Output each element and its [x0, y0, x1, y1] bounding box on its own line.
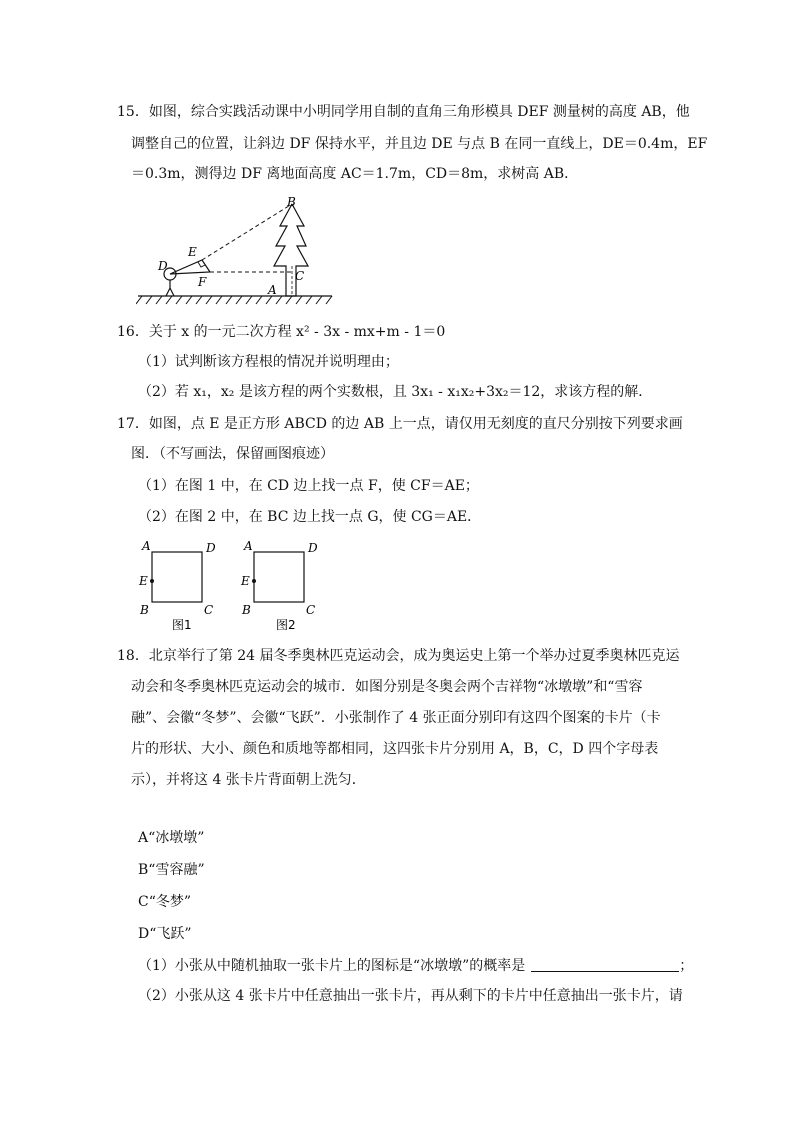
q15-line-2: 调整自己的位置，让斜边 DF 保持水平，并且边 DE 与点 B 在同一直线上，DE＝0.4m，EF — [131, 136, 708, 152]
fig2-label-b: B — [242, 603, 251, 617]
card-c: C“冬梦” — [138, 894, 192, 910]
fig2-label-c: C — [306, 603, 316, 617]
q17-part-1: （1）在图 1 中，在 CD 边上找一点 F，使 CF＝AE； — [138, 478, 479, 494]
fig1-caption: 图1 — [172, 618, 192, 632]
q17-line-1: 17．如图，点 E 是正方形 ABCD 的边 AB 上一点，请仅用无刻度的直尺分别按下列要求画 — [117, 416, 683, 432]
q16-part-2: （2）若 x₁，x₂ 是该方程的两个实数根，且 3x₁ - x₁x₂+3x₂＝12，求该方程的解． — [138, 384, 653, 400]
q18-part-1-text: （1）小张从中随机抽取一张卡片上的图标是“冰墩墩”的概率是 — [138, 958, 526, 974]
square-1 — [152, 552, 202, 602]
square-2 — [254, 552, 304, 602]
q18-line-4: 片的形状、大小、颜色和质地等都相同，这四张卡片分别用 A，B，C，D 四个字母表 — [131, 741, 659, 757]
fig1-label-d: D — [206, 541, 216, 555]
q18-part-1 — [138, 956, 693, 976]
q18-part-2: （2）小张从这 4 张卡片中任意抽出一张卡片，再从剩下的卡片中任意抽出一张卡片，请 — [138, 988, 683, 1004]
triangle-def — [170, 260, 210, 274]
fig2-label-e: E — [241, 574, 250, 588]
q16-part-1: （1）试判断该方程根的情况并说明理由； — [138, 354, 399, 370]
q18-line-3: 融”、会徽“冬梦”、会徽“飞跃”．小张制作了 4 张正面分别印有这四个图案的卡片（卡 — [131, 710, 661, 726]
answer-blank[interactable] — [531, 957, 679, 972]
q18-line-2: 动会和冬季奥林匹克运动会的城市．如图分别是冬奥会两个吉祥物“冰墩墩”和“雪容 — [131, 679, 643, 695]
q17-square-figures — [136, 536, 336, 634]
point-e-1 — [150, 579, 154, 583]
fig1-label-e: E — [139, 574, 148, 588]
label-f: F — [198, 275, 207, 289]
fig1-label-a: A — [142, 539, 151, 553]
q18-part-1-end: ； — [679, 958, 694, 974]
q15-line-3: ＝0.3m，测得边 DF 离地面高度 AC＝1.7m，CD＝8m，求树高 AB． — [131, 166, 579, 182]
fig2-label-a: A — [244, 539, 253, 553]
q17-part-2: （2）在图 2 中，在 BC 边上找一点 G，使 CG＝AE． — [138, 509, 482, 525]
q18-line-5: 示），并将这 4 张卡片背面朝上洗匀． — [131, 772, 366, 788]
q15-line-1: 15．如图，综合实践活动课中小明同学用自制的直角三角形模具 DEF 测量树的高度 AB，他 — [117, 104, 690, 120]
sight-line — [202, 204, 292, 260]
label-b: B — [287, 195, 296, 209]
q15-tree-figure — [136, 194, 336, 308]
card-b: B“雪容融” — [138, 862, 205, 878]
fig2-label-d: D — [308, 541, 318, 555]
ground-hatching — [136, 296, 332, 304]
q16-stem: 16．关于 x 的一元二次方程 x² - 3x - mx+m - 1＝0 — [117, 324, 446, 340]
card-d: D“飞跃” — [138, 926, 192, 942]
q17-line-2: 图．（不写画法，保留画图痕迹） — [131, 446, 334, 462]
q18-line-1: 18．北京举行了第 24 届冬季奥林匹克运动会，成为奥运史上第一个举办过夏季奥林匹克运 — [117, 648, 680, 664]
fig1-label-b: B — [140, 603, 149, 617]
card-a: A“冰墩墩” — [138, 830, 205, 846]
label-e: E — [188, 245, 197, 259]
label-d: D — [158, 259, 168, 273]
point-e-2 — [252, 579, 256, 583]
label-a: A — [268, 283, 277, 297]
label-c: C — [295, 269, 305, 283]
fig1-label-c: C — [204, 603, 214, 617]
fig2-caption: 图2 — [276, 618, 296, 632]
